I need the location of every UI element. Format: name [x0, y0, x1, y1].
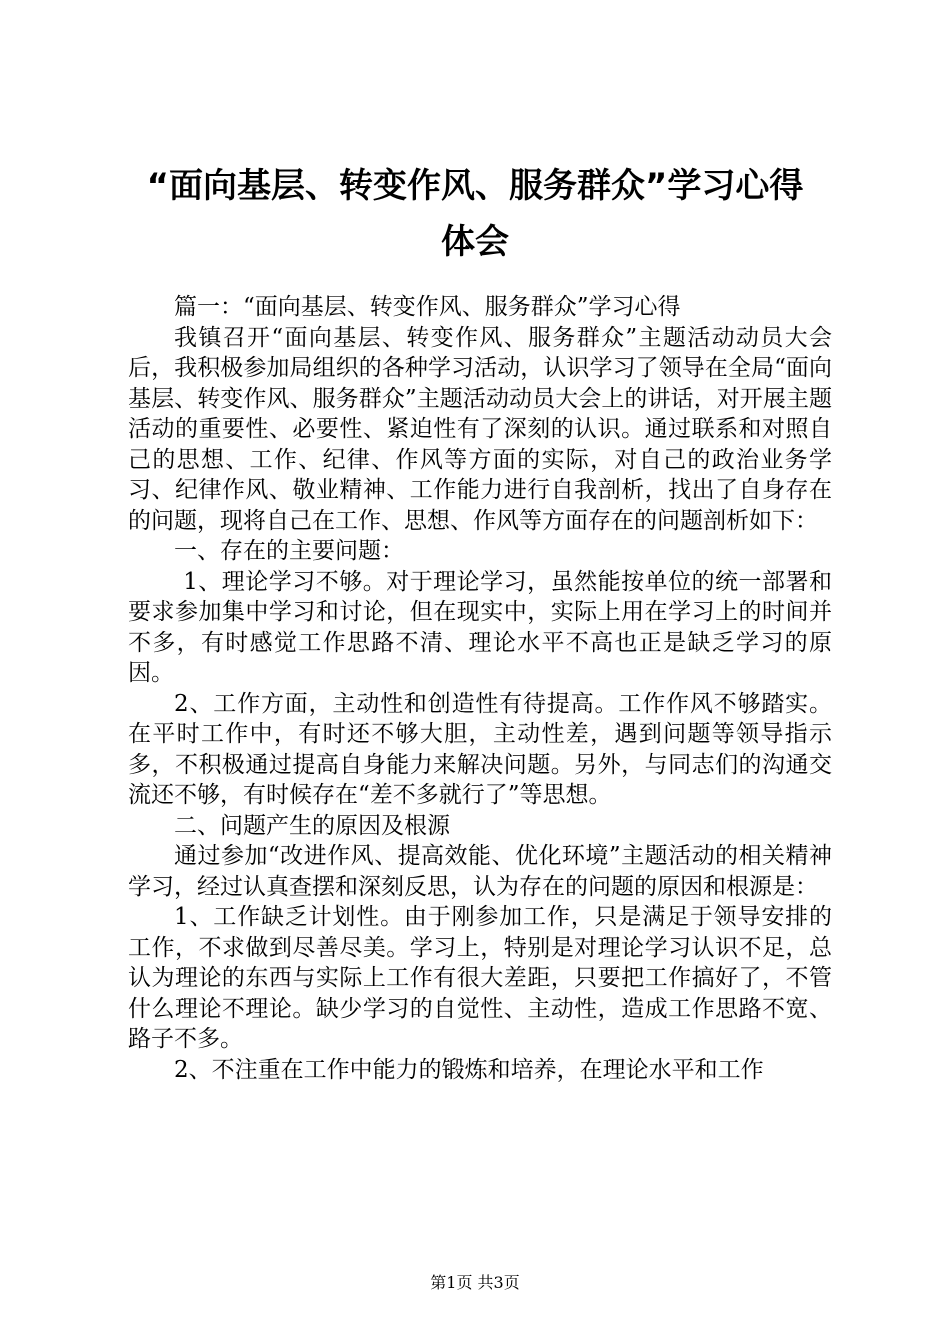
page-number-footer: 第1页 共3页 [430, 1273, 520, 1292]
paragraph: 2、工作方面，主动性和创造性有待提高。工作作风不够踏实。在平时工作中，有时还不够大胆，主动性差，遇到问题等领导指示多，不积极通过提高自身能力来解决问题。另外，与同志们的沟通交流还不够，有时候存在“差不多就行了”等思想。 [128, 690, 832, 808]
paragraph: 1、工作缺乏计划性。由于刚参加工作，只是满足于领导安排的工作，不求做到尽善尽美。学习上，特别是对理论学习认识不足，总认为理论的东西与实际上工作有很大差距，只要把工作搞好了，不管什么理论不理论。缺少学习的自觉性、主动性，造成工作思路不宽、路子不多。 [128, 904, 832, 1052]
paragraph-heading: 一、存在的主要问题： [174, 538, 404, 564]
paragraph: 我镇召开“面向基层、转变作风、服务群众”主题活动动员大会后，我积极参加局组织的各种学习活动，认识学习了领导在全局“面向基层、转变作风、服务群众”主题活动动员大会上的讲话，对开展主题活动的重要性、必要性、紧迫性有了深刻的认识。通过联系和对照自己的思想、工作、纪律、作风等方面的实际，对自己的政治业务学习、纪律作风、敬业精神、工作能力进行自我剖析，找出了自身存在的问题，现将自己在工作、思想、作风等方面存在的问题剖析如下： [128, 324, 832, 534]
paragraph: 1、理论学习不够。对于理论学习，虽然能按单位的统一部署和要求参加集中学习和讨论，但在现实中，实际上用在学习上的时间并不多，有时感觉工作思路不清、理论水平不高也正是缺乏学习的原因。 [128, 568, 832, 686]
document-title-line-1: “面向基层、转变作风、服务群众”学习心得 [146, 166, 804, 206]
document-title-line-2: 体会 [441, 222, 509, 262]
paragraph-heading: 二、问题产生的原因及根源 [174, 812, 450, 839]
paragraph-section-heading: 篇一：“面向基层、转变作风、服务群众”学习心得 [174, 294, 681, 320]
paragraph: 2、不注重在工作中能力的锻炼和培养，在理论水平和工作 [174, 1056, 764, 1083]
document-body [128, 292, 832, 1085]
paragraph: 通过参加“改进作风、提高效能、优化环境”主题活动的相关精神学习，经过认真查摆和深刻反思，认为存在的问题的原因和根源是： [128, 843, 832, 900]
